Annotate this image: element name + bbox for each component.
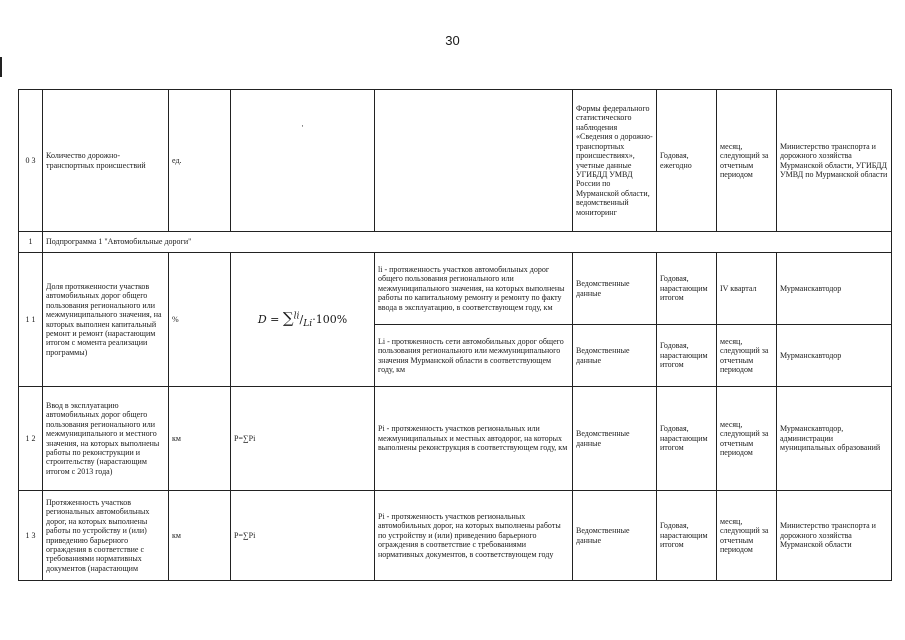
row-number: 1 — [19, 232, 43, 253]
page-number: 30 — [445, 33, 460, 48]
frequency-cell: Годовая, нарастающим итогом — [657, 253, 717, 325]
unit-cell: км — [169, 491, 231, 581]
source-cell: Формы федерального статистического наблюдения «Сведения о дорожно-транспортных происшествиях», учетные данные УГИБДД УМВД России по Мурманской области, ведомственный мониторинг — [573, 90, 657, 232]
description-cell: Li - протяженность сети автомобильных дорог общего пользования регионального или межмуниципального значения Мурманской области в соответствующем году, км — [375, 325, 573, 387]
responsible-cell: Министерство транспорта и дорожного хозяйства Мурманской области, УГИБДД УМВД по Мурманской области — [777, 90, 892, 232]
source-cell: Ведомственные данные — [573, 325, 657, 387]
source-cell: Ведомственные данные — [573, 491, 657, 581]
table-row-13 — [19, 491, 892, 581]
frequency-cell: Годовая, нарастающим итогом — [657, 325, 717, 387]
period-cell: месяц, следующий за отчетным периодом — [717, 325, 777, 387]
unit-cell: км — [169, 387, 231, 491]
indicator-name: Ввод в эксплуатацию автомобильных дорог общего пользования регионального или межмуниципального и местного значения, на которых выполнены работы по реконструкции и строительству (нарастающим итогом с 2013 года) — [43, 387, 169, 491]
frequency-cell: Годовая, нарастающим итогом — [657, 387, 717, 491]
formula-tail: ·100% — [312, 312, 348, 326]
formula-cell: · — [231, 90, 375, 232]
table-row-12 — [19, 387, 892, 491]
formula-lhs: D = — [257, 312, 280, 326]
sum-symbol: ∑ — [282, 308, 294, 327]
unit-cell: % — [169, 253, 231, 387]
period-cell: месяц, следующий за отчетным периодом — [717, 387, 777, 491]
frequency-cell: Годовая, нарастающим итогом — [657, 491, 717, 581]
table-row-03 — [19, 90, 892, 232]
responsible-cell: Мурманскавтодор — [777, 325, 892, 387]
description-cell: li - протяженность участков автомобильных дорог общего пользования регионального или межмуниципального значения, на которых выполнены работы по капитальному ремонту и ремонту по факту ввода в эксплуатацию, в соответствующем году, км — [375, 253, 573, 325]
unit-cell: ед. — [169, 90, 231, 232]
period-cell: месяц, следующий за отчетным периодом — [717, 90, 777, 232]
subprogram-row — [19, 232, 892, 253]
description-cell: Pi - протяженность участков региональных автомобильных дорог, на которых выполнены работы по устройству и (или) приведению барьерного ограждения в соответствие с требованиями нормативных документов, в соответствующем году — [375, 491, 573, 581]
source-cell: Ведомственные данные — [573, 387, 657, 491]
indicator-name: Доля протяженности участков автомобильных дорог общего пользования регионального или межмуниципального значения, на которых выполнен капитальный ремонт и ремонт (нарастающим итогом с момента реализации программы) — [43, 253, 169, 387]
indicators-table — [18, 89, 892, 581]
row-number: 1 1 — [19, 253, 43, 387]
period-cell: месяц, следующий за отчетным периодом — [717, 491, 777, 581]
row-number: 1 2 — [19, 387, 43, 491]
formula-cell: P=∑Pi — [231, 387, 375, 491]
responsible-cell: Мурманскавтодор, администрации муниципальных образований — [777, 387, 892, 491]
indicator-name: Количество дорожно-транспортных происшествий — [43, 90, 169, 232]
formula-denominator: Li — [303, 317, 313, 329]
description-cell — [375, 90, 573, 232]
indicator-name: Протяженность участков региональных автомобильных дорог, на которых выполнены работы по устройству и (или) приведению барьерного ограждения в соответствие с требованиями нормативных документов (нарастающим — [43, 491, 169, 581]
formula-numerator: li — [293, 309, 300, 321]
period-cell: IV квартал — [717, 253, 777, 325]
description-cell: Pi - протяженность участков региональных или межмуниципальных и местных автодорог, на которых выполнены реконструкция в соответствующем году, км — [375, 387, 573, 491]
source-cell: Ведомственные данные — [573, 253, 657, 325]
formula-cell: P=∑Pi — [231, 491, 375, 581]
responsible-cell: Министерство транспорта и дорожного хозяйства Мурманской области — [777, 491, 892, 581]
formula-cell: $D = \sum^{li}/_{Li}\cdot 100\%$ — [231, 253, 375, 387]
table-row-11a — [19, 253, 892, 325]
responsible-cell: Мурманскавтодор — [777, 253, 892, 325]
page-edge-mark — [0, 57, 2, 77]
subprogram-title: Подпрограмма 1 "Автомобильные дороги" — [43, 232, 892, 253]
frequency-cell: Годовая, ежегодно — [657, 90, 717, 232]
row-number: 0 3 — [19, 90, 43, 232]
row-number: 1 3 — [19, 491, 43, 581]
